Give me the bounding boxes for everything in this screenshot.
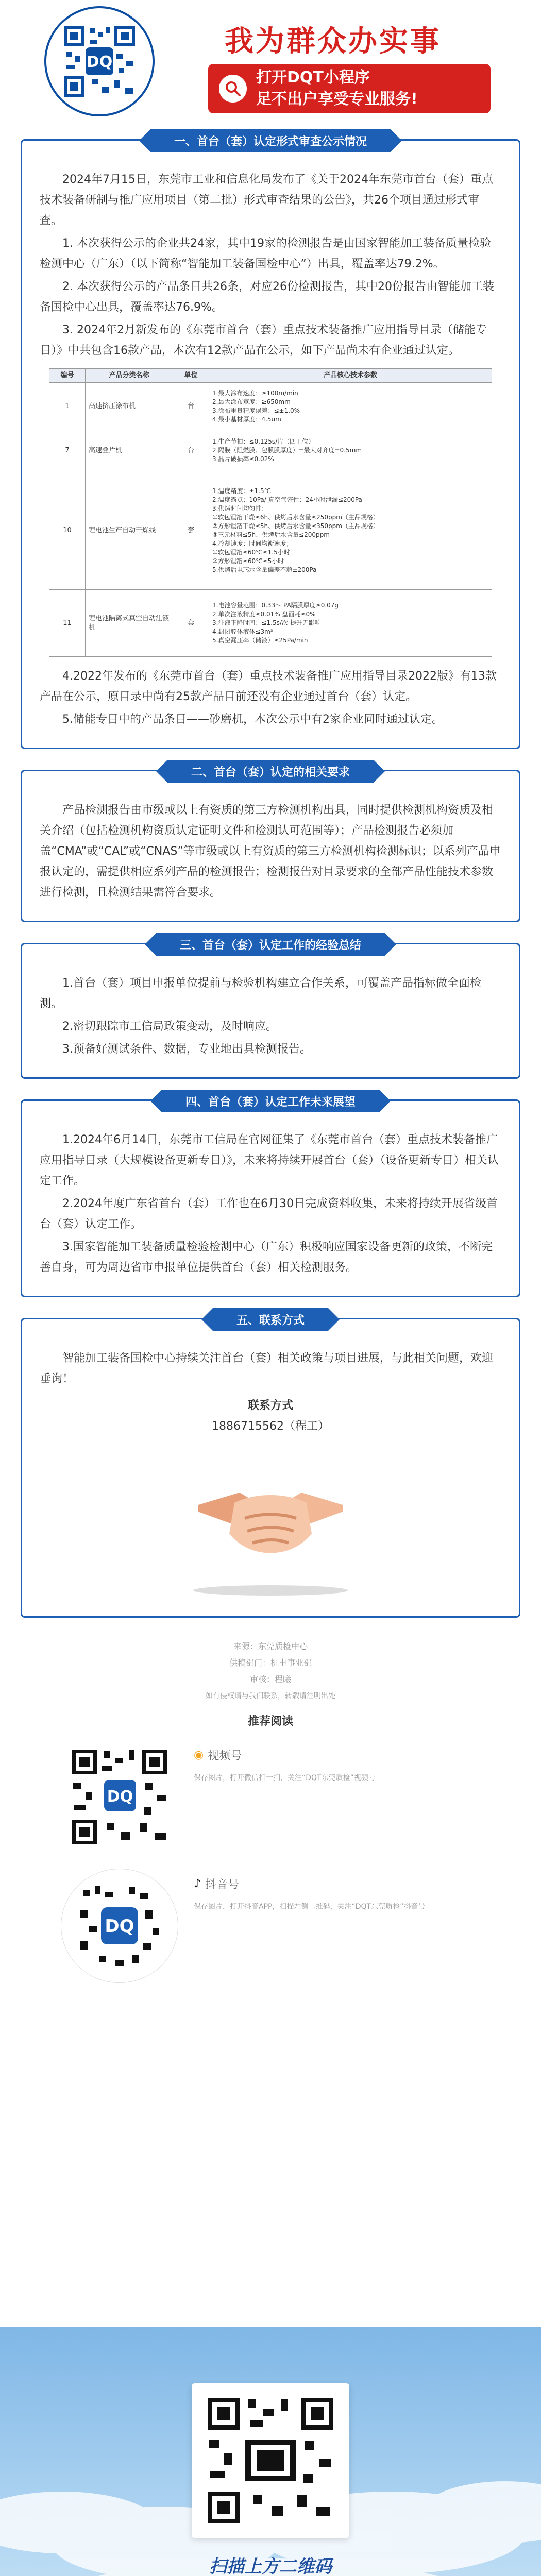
disclaimer-text: 如有侵权请与我们联系，转载请注明出处 bbox=[206, 1692, 335, 1700]
douyin-account-label: 抖音号 bbox=[205, 1878, 240, 1891]
table-row bbox=[49, 590, 492, 657]
video-account-name bbox=[194, 1747, 376, 1763]
editor-text: 审核：程曦 bbox=[249, 1674, 291, 1684]
douyin-account-desc: 保存图片，打开抖音APP，扫描左侧二维码，关注“DQT东莞质检”抖音号 bbox=[194, 1903, 426, 1911]
section-requirements bbox=[21, 766, 520, 922]
douyin-icon: ♪ bbox=[194, 1877, 201, 1890]
paragraph: 4.2022年发布的《东莞市首台（套）重点技术装备推广应用指导目录2022版》有13款产品在公示，原目录中尚有25款产品目前还没有企业通过首台（套）认定。 bbox=[40, 670, 497, 703]
table-cell: 11 bbox=[49, 590, 86, 657]
table-header: 产品核心技术参数 bbox=[209, 369, 492, 383]
contact-title: 联系方式 bbox=[247, 1399, 293, 1412]
article-meta bbox=[0, 1638, 541, 1704]
paragraph: 1.首台（套）项目申报单位提前与检验机构建立合作关系，可覆盖产品指标做全面检测。 bbox=[40, 977, 481, 1010]
promo-line-2: 足不出户享受专业服务! bbox=[256, 90, 418, 108]
recommend-item-douyin[interactable] bbox=[61, 1869, 510, 1983]
svg-text:DQ: DQ bbox=[86, 53, 113, 71]
slogan: 我为群众办实事 bbox=[225, 24, 441, 58]
paragraph: 2024年7月15日，东莞市工业和信息化局发布了《关于2024年东莞市首台（套）重点技术装备研制与推广应用项目（第二批）形式审查结果的公告》，共26个项目通过形式审查。 bbox=[40, 173, 493, 227]
table-cell: 1.生产节拍：≤0.125s/片（四工位） 2.隔膜（阻燃膜、包膜膜厚度）±最大对齐度±0.5mm 3.晶片破损率≤0.02% bbox=[209, 430, 492, 471]
product-spec-table bbox=[49, 368, 492, 657]
paragraph: 2.2024年度广东省首台（套）工作也在6月30日完成资料收集，未来将持续开展省级首台（套）认定工作。 bbox=[40, 1197, 498, 1231]
section-title: 一、首台（套）认定形式审查公示情况 bbox=[150, 129, 391, 152]
douyin-account-name bbox=[194, 1876, 425, 1892]
table-cell: 锂电池生产自动干燥线 bbox=[86, 471, 173, 590]
promo-line-1: 打开DQT小程序 bbox=[256, 69, 370, 87]
table-cell: 台 bbox=[173, 430, 209, 471]
mini-program-qr-code[interactable] bbox=[44, 6, 155, 116]
survey-line-1: 扫描上方二维码 bbox=[209, 2556, 332, 2576]
paragraph: 1. 本次获得公示的企业共24家，其中19家的检测报告是由国家智能加工装备质量检验检测中心（广东）（以下简称“智能加工装备国检中心”）出具，覆盖率达79.2%。 bbox=[40, 237, 491, 270]
svg-text:DQ: DQ bbox=[107, 1788, 133, 1806]
table-cell: 套 bbox=[173, 590, 209, 657]
video-account-qr-code[interactable] bbox=[61, 1740, 178, 1854]
paragraph: 3.国家智能加工装备质量检验检测中心（广东）积极响应国家设备更新的政策，不断完善自身，可为周边省市申报单位提供首台（套）相关检测服务。 bbox=[40, 1241, 493, 1274]
paragraph: 5.储能专目中的产品条目——砂磨机，本次公示中有2家企业同时通过认定。 bbox=[62, 713, 443, 726]
table-cell: 1.最大涂布速度：≥100m/min 2.最大涂布宽度：≥650mm 3.涂布重量精度误差：≤±1.0% 4.最小基材厚度：4.5um bbox=[209, 383, 492, 430]
contact-phone[interactable]: 18867155​62（程工） bbox=[212, 1420, 329, 1433]
recommend-title: 推荐阅读 bbox=[247, 1715, 293, 1728]
douyin-qr-code[interactable] bbox=[61, 1869, 178, 1983]
search-icon bbox=[219, 75, 247, 103]
recommend-item-video[interactable] bbox=[61, 1740, 510, 1854]
table-header: 编号 bbox=[49, 369, 86, 383]
table-cell: 10 bbox=[49, 471, 86, 590]
table-cell: 套 bbox=[173, 471, 209, 590]
table-cell: 1.温度精度：±1.5℃ 2.温度露点：10Pa/ 真空气密性：24小时泄漏≤200Pa 3.供烤时间均匀性： ①软包锂箔干燥≤6h、供烤后水含量≤250ppm（主品规格） ②方形锂箔干燥≤5h、供烤后水含量≤350ppm（主品规格） ③三元材料≤5h、供烤后水含量≤200ppm 4.冷却速度：时间均衡速度； ①软包锂箔≤60℃≤1.5小时 ②方形锂箔≤60℃≤5小时 5.供烤后电芯水含量偏差不超±200Pa bbox=[209, 471, 492, 590]
video-channel-icon: ◉ bbox=[194, 1749, 204, 1761]
header bbox=[0, 0, 541, 128]
author-text: 供稿部门：机电事业部 bbox=[229, 1658, 312, 1668]
table-cell: 台 bbox=[173, 383, 209, 430]
section-experience bbox=[21, 939, 520, 1079]
section-title: 二、首台（套）认定的相关要求 bbox=[167, 760, 374, 783]
section-formal-review bbox=[21, 135, 520, 749]
mini-program-banner[interactable] bbox=[208, 64, 491, 113]
table-cell: 7 bbox=[49, 430, 86, 471]
handshake-illustration bbox=[178, 1446, 363, 1601]
survey-qr-code[interactable] bbox=[192, 2383, 349, 2538]
section-title: 三、首台（套）认定工作的经验总结 bbox=[156, 933, 385, 956]
table-header: 产品分类名称 bbox=[86, 369, 173, 383]
table-cell: 1.电池容量范围：0.33～ PA隔膜厚度≥0.07g 2.单次注液精度≤0.01% 盘面耗≤0% 3.注液下降时间：≤1.5s/次 提升无影响 4.封闭腔体液体≤3m³ 5.真空漏压率（储液）≤25Pa/min bbox=[209, 590, 492, 657]
table-cell: 1 bbox=[49, 383, 86, 430]
paragraph: 1.2024年6月14日，东莞市工信局在官网征集了《东莞市首台（套）重点技术装备推广应用指导目录（大规模设备更新专目）》，未来将持续开展首台（套）（设备更新专目）相关认定工作。 bbox=[40, 1133, 499, 1188]
section-title: 五、联系方式 bbox=[213, 1308, 328, 1331]
paragraph: 2. 本次获得公示的产品条目共26条，对应26份检测报告，其中20份报告由智能加工装备国检中心出具，覆盖率达76.9%。 bbox=[40, 280, 494, 314]
paragraph: 智能加工装备国检中心持续关注首台（套）相关政策与项目进展，与此相关问题，欢迎垂询！ bbox=[40, 1352, 494, 1385]
source-text: 来源：东莞质检中心 bbox=[233, 1641, 308, 1651]
paragraph: 产品检测报告由市级或以上有资质的第三方检测机构出具，同时提供检测机构资质及相关介绍（包括检测机构资质认定证明文件和检测认可范围等）；产品检测报告必须加盖“CMA”或“CAL”或“CNAS”等市级或以上有资质的第三方检测机构检测标识；以系列产品申报认定的，需提供相应系列产品的检测报告；检测报告对目录要求的全部产品性能技术参数进行检测，且检测结果需符合要求。 bbox=[40, 804, 501, 899]
section-title: 四、首台（套）认定工作未来展望 bbox=[162, 1090, 379, 1112]
video-account-label: 视频号 bbox=[208, 1750, 242, 1762]
section-contact bbox=[21, 1314, 520, 1618]
svg-text:DQ: DQ bbox=[105, 1916, 134, 1937]
table-row bbox=[49, 471, 492, 590]
video-account-desc: 保存图片，打开微信扫一扫，关注“DQT东莞质检”视频号 bbox=[194, 1774, 376, 1782]
table-row bbox=[49, 430, 492, 471]
paragraph: 3.预备好测试条件、数据，专业地出具检测报告。 bbox=[62, 1043, 311, 1056]
table-header: 单位 bbox=[173, 369, 209, 383]
section-outlook bbox=[21, 1095, 520, 1297]
table-row bbox=[49, 383, 492, 430]
table-cell: 高速挤压涂布机 bbox=[86, 383, 173, 430]
table-cell: 锂电池隔离式真空自动注液机 bbox=[86, 590, 173, 657]
paragraph: 2.密切跟踪市工信局政策变动，及时响应。 bbox=[62, 1020, 277, 1033]
paragraph: 3. 2024年2月新发布的《东莞市首台（套）重点技术装备推广应用指导目录（储能专目）》中共包含16款产品，本次有12款产品在公示，如下产品尚未有企业通过认定。 bbox=[40, 324, 487, 357]
table-cell: 高速叠片机 bbox=[86, 430, 173, 471]
